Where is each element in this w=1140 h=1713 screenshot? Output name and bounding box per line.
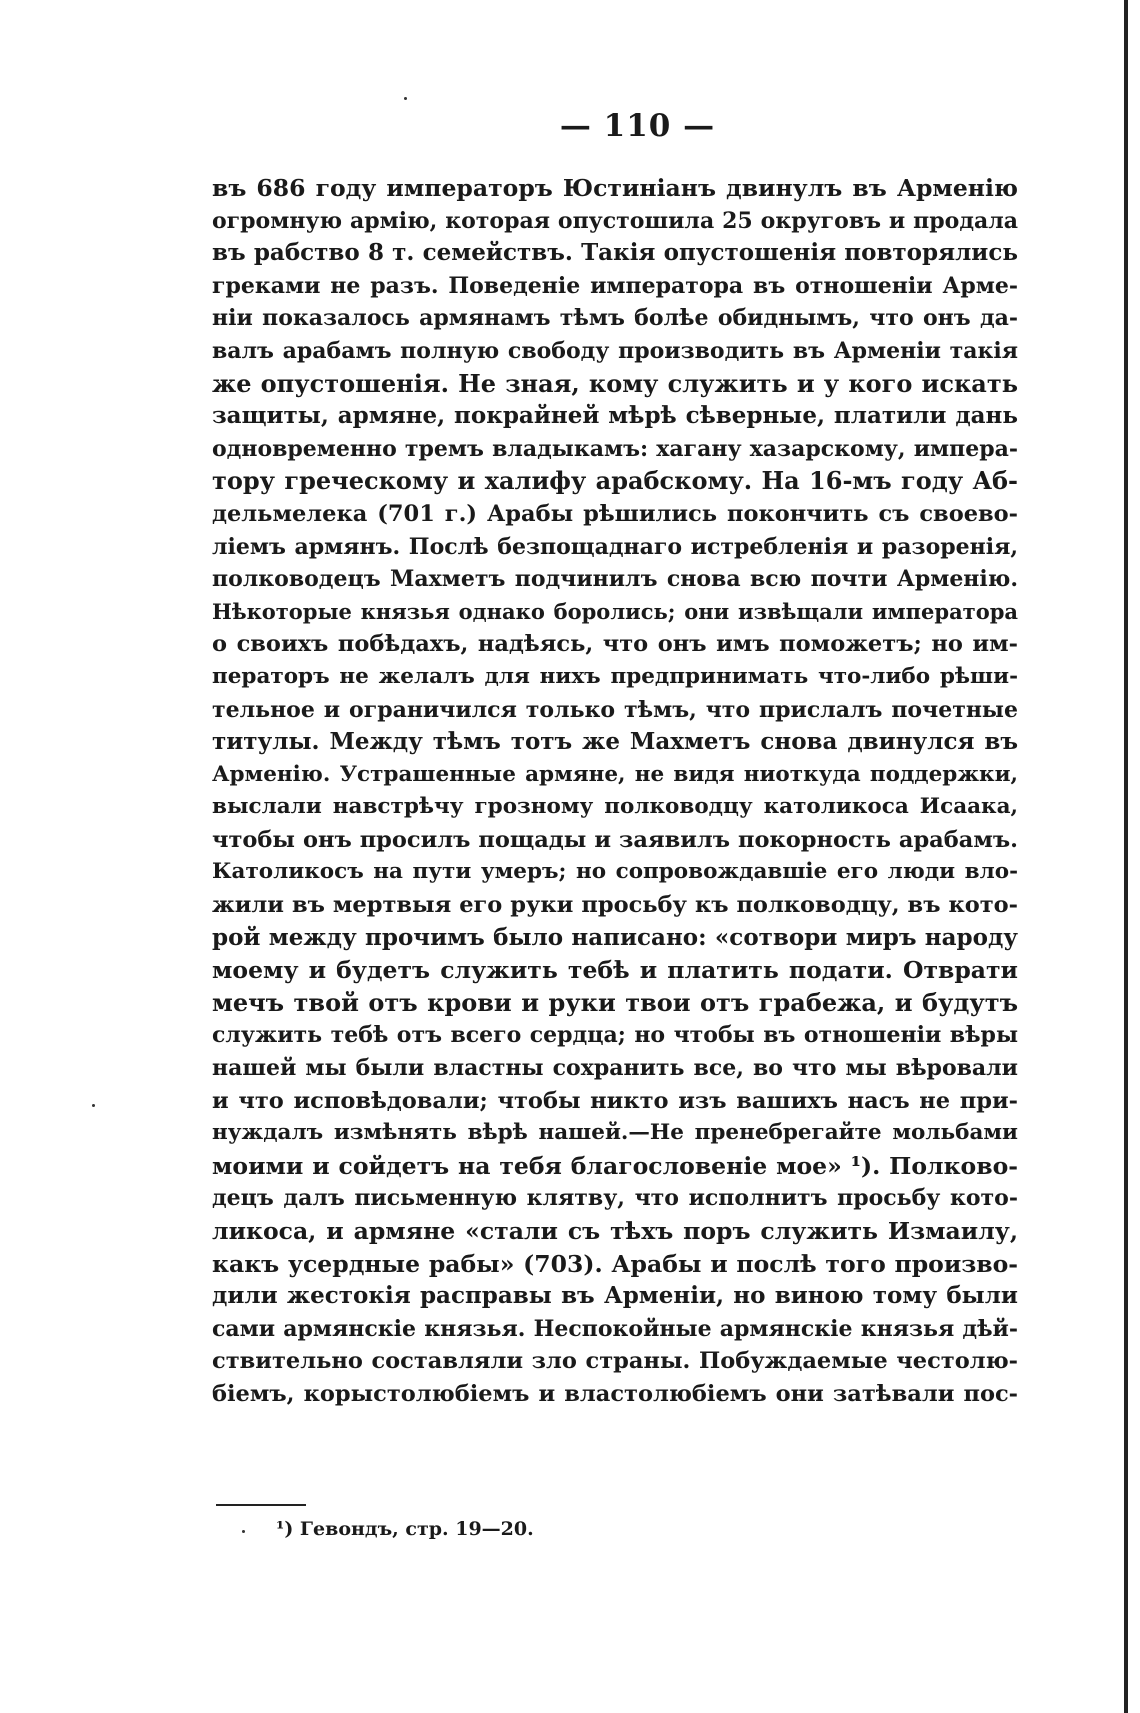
page-edge-border (1124, 0, 1128, 1713)
text-line: нашей мы были властны сохранить все, во что мы вѣровали (212, 1055, 1018, 1082)
text-line: какъ усердные рабы» (703). Арабы и послѣ того произво- (212, 1249, 1018, 1278)
text-line: дили жестокія расправы въ Арменіи, но виною тому были (212, 1282, 1018, 1310)
text-line: ликоса, и армяне «стали съ тѣхъ поръ служить Измаилу, (212, 1217, 1018, 1245)
text-line: дельмелека (701 г.) Арабы рѣшились покончить съ своево- (212, 500, 1018, 527)
print-speck (92, 1104, 95, 1107)
footnote-rule (216, 1504, 306, 1506)
text-line: титулы. Между тѣмъ тотъ же Махметъ снова двинулся въ (212, 728, 1018, 756)
text-line: децъ далъ письменную клятву, что исполнитъ просьбу кото- (212, 1185, 1018, 1212)
text-line: Католикосъ на пути умеръ; но сопровождавшіе его люди вло- (212, 859, 1018, 885)
text-line: одновременно тремъ владыкамъ: хагану хазарскому, импера- (212, 435, 1018, 462)
text-line: огромную армію, которая опустошила 25 округовъ и продала (212, 207, 1018, 234)
print-speck (242, 1530, 245, 1533)
text-line: тору греческому и халифу арабскому. На 16-мъ году Аб- (212, 466, 1018, 496)
page-number-text: — 110 — (559, 108, 716, 144)
text-line: тельное и ограничился только тѣмъ, что прислалъ почетные (212, 696, 1018, 723)
text-line: нуждалъ измѣнять вѣрѣ нашей.—Не пренебрегайте мольбами (212, 1120, 1018, 1146)
text-line: же опустошенія. Не зная, кому служить и у кого искать (212, 368, 1018, 398)
text-line: въ 686 году императоръ Юстиніанъ двинулъ въ Арменію (212, 174, 1018, 202)
text-line: греками не разъ. Поведеніе императора въ отношеніи Арме- (212, 272, 1018, 299)
text-line: мечъ твой отъ крови и руки твои отъ грабежа, и будутъ (212, 987, 1018, 1017)
text-line: ніи показалось армянамъ тѣмъ болѣе обиднымъ, что онъ да- (212, 305, 1018, 332)
text-line: біемъ, корыстолюбіемъ и властолюбіемъ они затѣвали пос- (212, 1380, 1018, 1407)
text-line: моему и будетъ служить тебѣ и платить подати. Отврати (212, 956, 1018, 985)
text-line: ствительно составляли зло страны. Побуждаемые честолю- (212, 1348, 1018, 1375)
text-line: чтобы онъ просилъ пощады и заявилъ покорность арабамъ. (212, 826, 1018, 853)
text-line: и что исповѣдовали; чтобы никто изъ вашихъ насъ не при- (212, 1087, 1018, 1114)
text-line: сами армянскіе князья. Неспокойные армянскіе князья дѣй- (212, 1315, 1018, 1342)
text-line: выслали навстрѣчу грозному полководцу католикоса Исаака, (212, 794, 1018, 820)
text-line: Арменію. Устрашенные армяне, не видя ниоткуда поддержки, (212, 761, 1018, 787)
text-line: защиты, армяне, покрайней мѣрѣ сѣверные, платили дань (212, 402, 1018, 430)
text-line: о своихъ побѣдахъ, надѣясь, что онъ имъ поможетъ; но им- (212, 631, 1018, 658)
text-line: ліемъ армянъ. Послѣ безпощаднаго истребленія и разоренія, (212, 533, 1018, 560)
body-text (212, 172, 1018, 1411)
text-line: въ рабство 8 т. семействъ. Такія опустошенія повторялись (212, 239, 1018, 267)
page-number (0, 108, 1140, 144)
text-line: полководецъ Махметъ подчинилъ снова всю почти Арменію. (212, 566, 1018, 593)
text-line: ператоръ не желалъ для нихъ предпринимать что-либо рѣши- (212, 663, 1018, 689)
footnote: ¹) Гевондъ, стр. 19—20. (276, 1518, 534, 1540)
text-line: Нѣкоторые князья однако боролись; они извѣщали императора (212, 598, 1018, 624)
text-line: служить тебѣ отъ всего сердца; но чтобы въ отношеніи вѣры (212, 1022, 1018, 1049)
text-line: моими и сойдетъ на тебя благословеніе мое» ¹). Полково- (212, 1151, 1018, 1180)
text-line: валъ арабамъ полную свободу производить въ Арменіи такія (212, 337, 1018, 364)
text-line: жили въ мертвыя его руки просьбу къ полководцу, въ кото- (212, 892, 1018, 919)
print-speck (404, 97, 407, 100)
text-line: рой между прочимъ было написано: «сотвори миръ народу (212, 923, 1018, 951)
